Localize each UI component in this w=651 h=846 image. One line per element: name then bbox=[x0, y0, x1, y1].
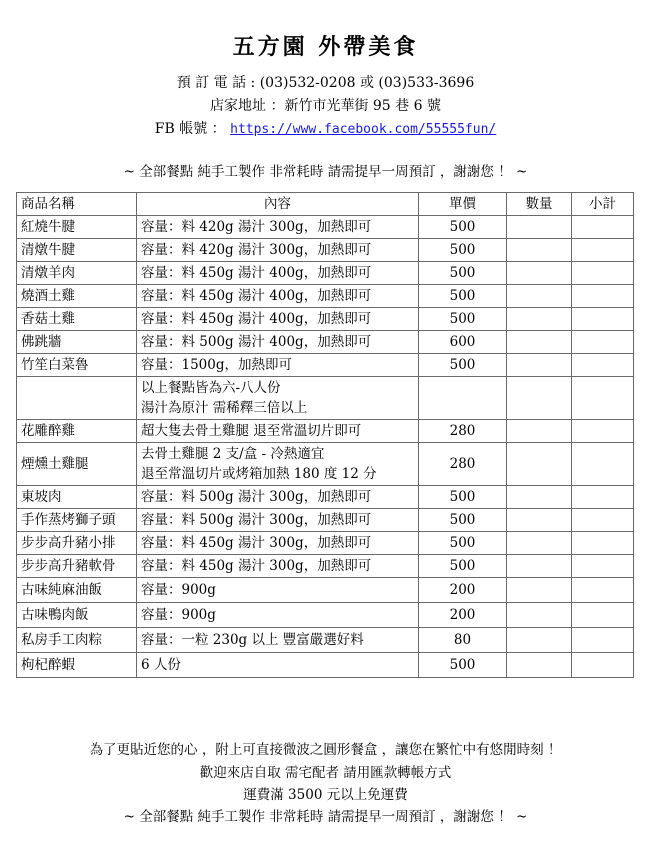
subtotal-cell bbox=[572, 509, 634, 532]
subtotal-cell bbox=[572, 331, 634, 354]
item-content-line: 退至常溫切片或烤箱加熱 180 度 12 分 bbox=[141, 466, 377, 482]
item-content-line: 去骨土雞腿 2 支/盒 - 冷熱適宜 bbox=[141, 446, 325, 462]
item-name: 步步高升豬軟骨 bbox=[17, 555, 137, 578]
item-content: 容量：料 500g 湯汁 400g，加熱即可 bbox=[137, 331, 419, 354]
item-content bbox=[137, 443, 419, 486]
item-content: 容量：料 450g 湯汁 300g，加熱即可 bbox=[137, 532, 419, 555]
table-row bbox=[17, 239, 634, 262]
item-content: 容量：料 500g 湯汁 300g，加熱即可 bbox=[137, 509, 419, 532]
quantity-cell[interactable] bbox=[507, 603, 572, 628]
table-row bbox=[17, 262, 634, 285]
quantity-cell[interactable] bbox=[507, 216, 572, 239]
item-price: 280 bbox=[419, 443, 507, 486]
item-content: 容量：料 450g 湯汁 400g，加熱即可 bbox=[137, 308, 419, 331]
note-price-cell bbox=[419, 377, 507, 420]
quantity-cell[interactable] bbox=[507, 653, 572, 678]
item-price: 280 bbox=[419, 420, 507, 443]
quantity-cell[interactable] bbox=[507, 509, 572, 532]
item-content: 超大隻去骨土雞腿 退至常溫切片即可 bbox=[137, 420, 419, 443]
item-price: 500 bbox=[419, 532, 507, 555]
note-line-servings: 以上餐點皆為六-八人份 bbox=[141, 380, 281, 396]
quantity-cell[interactable] bbox=[507, 578, 572, 603]
table-row bbox=[17, 285, 634, 308]
subtotal-cell bbox=[572, 653, 634, 678]
note-quantity-cell bbox=[507, 377, 572, 420]
quantity-cell[interactable] bbox=[507, 331, 572, 354]
table-row bbox=[17, 532, 634, 555]
item-name: 古味純麻油飯 bbox=[17, 578, 137, 603]
footer-line-container: 為了更貼近您的心 ，附上可直接微波之圓形餐盒 ，讓您在繁忙中有悠閒時刻 ！ bbox=[89, 742, 562, 758]
item-content: 容量：料 420g 湯汁 300g，加熱即可 bbox=[137, 239, 419, 262]
item-name: 花雕醉雞 bbox=[17, 420, 137, 443]
table-row bbox=[17, 354, 634, 377]
item-price: 200 bbox=[419, 603, 507, 628]
subtotal-cell bbox=[572, 555, 634, 578]
item-name: 煙燻土雞腿 bbox=[17, 443, 137, 486]
column-header-name: 商品名稱 bbox=[17, 193, 137, 216]
item-content: 容量：料 420g 湯汁 300g，加熱即可 bbox=[137, 216, 419, 239]
column-header-quantity: 數量 bbox=[507, 193, 572, 216]
quantity-cell[interactable] bbox=[507, 420, 572, 443]
subtotal-cell bbox=[572, 603, 634, 628]
item-content: 容量：1500g，加熱即可 bbox=[137, 354, 419, 377]
item-price: 500 bbox=[419, 216, 507, 239]
subtotal-cell bbox=[572, 262, 634, 285]
quantity-cell[interactable] bbox=[507, 443, 572, 486]
table-row bbox=[17, 555, 634, 578]
table-row bbox=[17, 628, 634, 653]
item-price: 500 bbox=[419, 262, 507, 285]
address-line: 店家地址 ：新竹市光華街 95 巷 6 號 bbox=[210, 98, 441, 114]
phone-line: 預 訂 電 話 : (03)532-0208 或 (03)533-3696 bbox=[176, 75, 475, 91]
item-content: 6 人份 bbox=[137, 653, 419, 678]
item-name: 枸杞醉蝦 bbox=[17, 653, 137, 678]
subtotal-cell bbox=[572, 578, 634, 603]
footer-line-pickup: 歡迎來店自取 需宅配者 請用匯款轉帳方式 bbox=[199, 765, 452, 781]
note-empty-cell bbox=[17, 377, 137, 420]
footer-line-shipping: 運費滿 3500 元以上免運費 bbox=[243, 787, 408, 803]
facebook-link[interactable]: https://www.facebook.com/55555fun/ bbox=[230, 122, 497, 137]
table-row bbox=[17, 420, 634, 443]
subtotal-cell bbox=[572, 628, 634, 653]
column-header-content: 內容 bbox=[137, 193, 419, 216]
subtotal-cell bbox=[572, 486, 634, 509]
subtotal-cell bbox=[572, 532, 634, 555]
item-name: 東坡肉 bbox=[17, 486, 137, 509]
subtotal-cell bbox=[572, 420, 634, 443]
item-name: 清燉牛腱 bbox=[17, 239, 137, 262]
note-subtotal-cell bbox=[572, 377, 634, 420]
column-header-price: 單價 bbox=[419, 193, 507, 216]
item-name: 香菇土雞 bbox=[17, 308, 137, 331]
item-price: 500 bbox=[419, 486, 507, 509]
quantity-cell[interactable] bbox=[507, 239, 572, 262]
table-row bbox=[17, 486, 634, 509]
item-price: 500 bbox=[419, 653, 507, 678]
item-name: 古味鴨肉飯 bbox=[17, 603, 137, 628]
item-price: 80 bbox=[419, 628, 507, 653]
item-content: 容量：900g bbox=[137, 578, 419, 603]
quantity-cell[interactable] bbox=[507, 354, 572, 377]
quantity-cell[interactable] bbox=[507, 262, 572, 285]
table-row bbox=[17, 443, 634, 486]
subtotal-cell bbox=[572, 443, 634, 486]
item-name: 燒酒土雞 bbox=[17, 285, 137, 308]
page-title: 五方園 外帶美食 bbox=[232, 34, 419, 60]
item-name: 步步高升豬小排 bbox=[17, 532, 137, 555]
subtotal-cell bbox=[572, 239, 634, 262]
footer-notice: ~ 全部餐點 純手工製作 非常耗時 請需提早一周預訂 ，謝謝您 ！ ~ bbox=[123, 809, 528, 825]
table-row bbox=[17, 603, 634, 628]
item-content: 容量：料 450g 湯汁 400g，加熱即可 bbox=[137, 285, 419, 308]
item-name: 紅燒牛腱 bbox=[17, 216, 137, 239]
table-header-row bbox=[17, 193, 634, 216]
quantity-cell[interactable] bbox=[507, 628, 572, 653]
item-content: 容量：料 450g 湯汁 400g，加熱即可 bbox=[137, 262, 419, 285]
menu-table bbox=[16, 192, 634, 678]
item-price: 500 bbox=[419, 354, 507, 377]
item-price: 500 bbox=[419, 509, 507, 532]
subtotal-cell bbox=[572, 216, 634, 239]
quantity-cell[interactable] bbox=[507, 486, 572, 509]
column-header-subtotal: 小計 bbox=[572, 193, 634, 216]
item-price: 500 bbox=[419, 555, 507, 578]
table-row bbox=[17, 578, 634, 603]
table-row bbox=[17, 216, 634, 239]
table-row bbox=[17, 509, 634, 532]
item-name: 私房手工肉粽 bbox=[17, 628, 137, 653]
facebook-label: FB 帳號 ： bbox=[154, 121, 231, 137]
item-content: 容量：一粒 230g 以上 豐富嚴選好料 bbox=[137, 628, 419, 653]
item-name: 竹笙白菜魯 bbox=[17, 354, 137, 377]
subtotal-cell bbox=[572, 285, 634, 308]
note-row bbox=[17, 377, 634, 420]
item-name: 手作蒸烤獅子頭 bbox=[17, 509, 137, 532]
quantity-cell[interactable] bbox=[507, 285, 572, 308]
subtotal-cell bbox=[572, 354, 634, 377]
quantity-cell[interactable] bbox=[507, 308, 572, 331]
note-line-broth: 湯汁為原汁 需稀釋三倍以上 bbox=[141, 400, 308, 416]
item-name: 清燉羊肉 bbox=[17, 262, 137, 285]
quantity-cell[interactable] bbox=[507, 555, 572, 578]
item-content: 容量：料 450g 湯汁 300g，加熱即可 bbox=[137, 555, 419, 578]
note-content bbox=[137, 377, 419, 420]
facebook-line bbox=[0, 118, 651, 138]
item-price: 500 bbox=[419, 239, 507, 262]
item-price: 200 bbox=[419, 578, 507, 603]
item-price: 500 bbox=[419, 285, 507, 308]
table-row bbox=[17, 308, 634, 331]
subtotal-cell bbox=[572, 308, 634, 331]
quantity-cell[interactable] bbox=[507, 532, 572, 555]
item-price: 600 bbox=[419, 331, 507, 354]
item-name: 佛跳牆 bbox=[17, 331, 137, 354]
table-row bbox=[17, 331, 634, 354]
table-row bbox=[17, 653, 634, 678]
notice-top: ~ 全部餐點 純手工製作 非常耗時 請需提早一周預訂 ，謝謝您 ！ ~ bbox=[123, 164, 528, 180]
item-content: 容量：900g bbox=[137, 603, 419, 628]
item-price: 500 bbox=[419, 308, 507, 331]
item-content: 容量：料 500g 湯汁 300g，加熱即可 bbox=[137, 486, 419, 509]
